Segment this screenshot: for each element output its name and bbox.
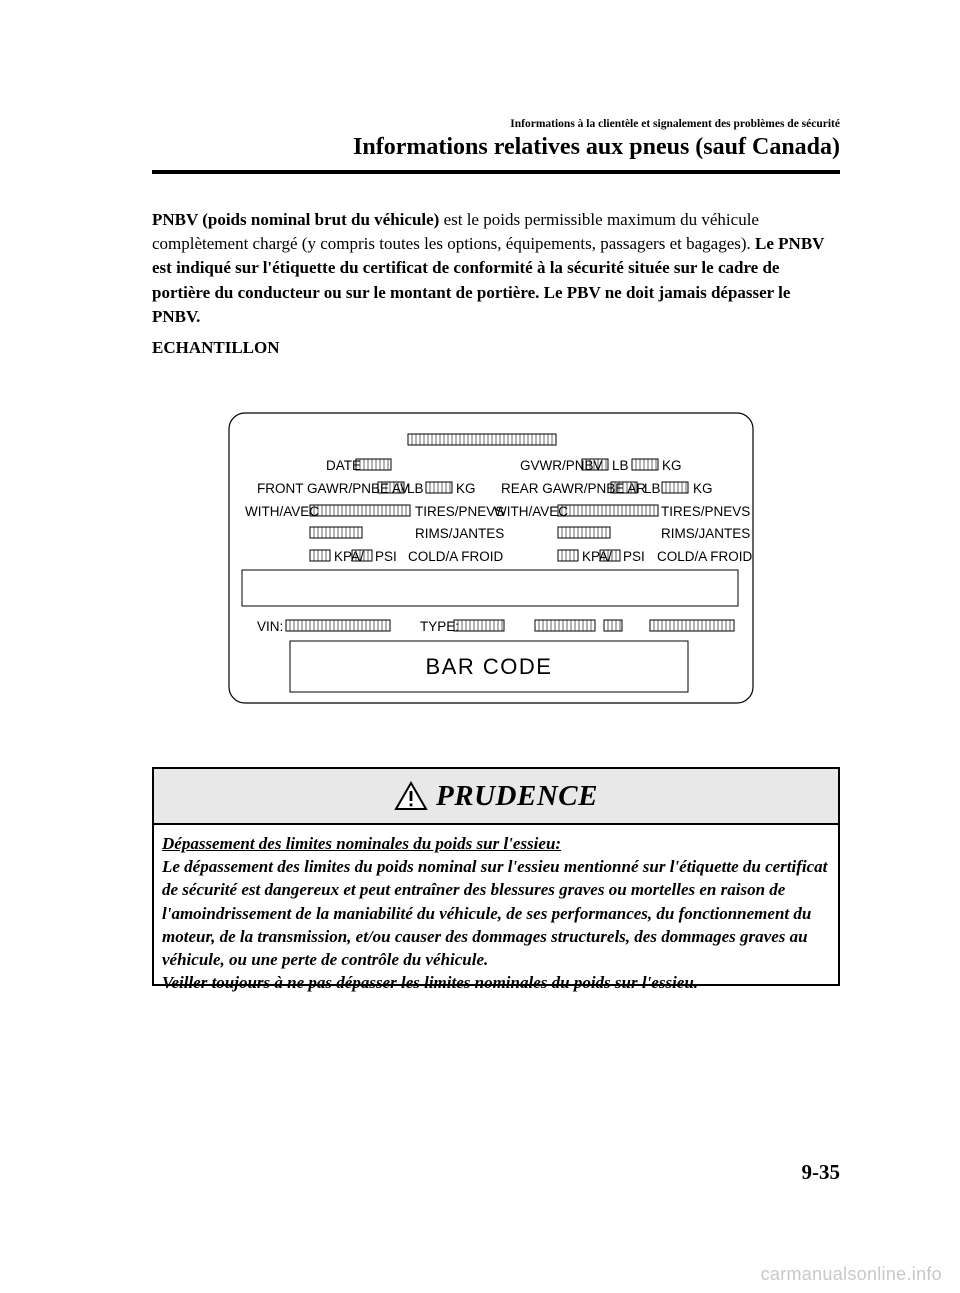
label-blank-panel bbox=[242, 570, 738, 606]
placeholder-box bbox=[604, 620, 622, 631]
sample-heading: ECHANTILLON bbox=[152, 338, 280, 357]
caution-body bbox=[154, 825, 838, 994]
intro-note: Le PNBV est indiqué sur l'étiquette du certificat de conformité à la sécurité située sur le cadre de portière du conducteur ou sur le montant de portière. Le PBV ne doit jamais dépasser le PNBV. bbox=[152, 234, 825, 326]
label-kpa-front: KPA/ bbox=[334, 549, 364, 564]
label-front-kg: KG bbox=[456, 481, 476, 496]
intro-term: PNBV (poids nominal brut du véhicule) bbox=[152, 210, 440, 229]
label-front-gawr: FRONT GAWR/PNBE AV bbox=[257, 481, 410, 496]
label-with-front: WITH/AVEC bbox=[245, 504, 319, 519]
page-number: 9-35 bbox=[801, 1160, 840, 1184]
label-rims-rear: RIMS/JANTES bbox=[661, 526, 751, 541]
watermark: carmanualsonline.info bbox=[760, 1264, 942, 1284]
placeholder-box bbox=[535, 620, 595, 631]
label-gvwr: GVWR/PNBV bbox=[520, 458, 603, 473]
label-cold-rear: COLD/A FROID bbox=[657, 549, 753, 564]
placeholder-box bbox=[408, 434, 556, 445]
placeholder-box bbox=[558, 550, 578, 561]
intro-paragraph bbox=[152, 208, 840, 329]
header-rule bbox=[152, 170, 840, 174]
label-rims-front: RIMS/JANTES bbox=[415, 526, 505, 541]
label-rear-lb: LB bbox=[644, 481, 661, 496]
placeholder-box bbox=[454, 620, 504, 631]
label-type: TYPE: bbox=[420, 619, 460, 634]
label-rear-kg: KG bbox=[693, 481, 713, 496]
label-gvwr-kg: KG bbox=[662, 458, 682, 473]
label-date: DATE bbox=[326, 458, 362, 473]
label-tires-front: TIRES/PNEVS bbox=[415, 504, 505, 519]
label-vin: VIN: bbox=[257, 619, 284, 634]
caution-heading: Dépassement des limites nominales du poids sur l'essieu: bbox=[162, 834, 562, 853]
label-gvwr-lb: LB bbox=[612, 458, 629, 473]
barcode-label: BAR CODE bbox=[425, 654, 553, 679]
warning-icon bbox=[394, 781, 428, 811]
label-tires-rear: TIRES/PNEVS bbox=[661, 504, 751, 519]
caution-header bbox=[154, 769, 838, 825]
placeholder-box bbox=[310, 505, 410, 516]
sample-label-graphic bbox=[228, 412, 754, 704]
caution-closing: Veiller toujours à ne pas dépasser les limites nominales du poids sur l'essieu. bbox=[162, 973, 699, 993]
caution-text: Le dépassement des limites du poids nominal sur l'essieu mentionné sur l'étiquette du certificat de sécurité est dangereux et peut entraîner des blessures graves ou mortelles en raison de l'amoindrissement de la maniabilité du véhicule, de ses performances, du fonctionnement du moteur, de la transmission, et/ou causer des dommages structurels, des dommages graves au véhicule, ou une perte de contrôle du véhicule. bbox=[162, 857, 828, 970]
label-rear-gawr: REAR GAWR/PNBE AR bbox=[501, 481, 647, 496]
intro-definition: est le poids permissible maximum du véhicule complètement chargé (y compris toutes les options, équipements, passagers et bagages). bbox=[152, 210, 759, 254]
label-psi-rear: PSI bbox=[623, 549, 645, 564]
label-kpa-rear: KPA/ bbox=[582, 549, 612, 564]
label-front-lb: LB bbox=[407, 481, 424, 496]
section-header: Informations à la clientèle et signalement des problèmes de sécurité bbox=[510, 118, 840, 130]
placeholder-box bbox=[310, 550, 330, 561]
caution-box bbox=[152, 767, 840, 993]
label-psi-front: PSI bbox=[375, 549, 397, 564]
sample-label bbox=[228, 412, 754, 704]
caution-title: PRUDENCE bbox=[436, 779, 598, 812]
label-with-rear: WITH/AVEC bbox=[494, 504, 568, 519]
label-cold-front: COLD/A FROID bbox=[408, 549, 504, 564]
placeholder-box bbox=[356, 459, 391, 470]
page-title: Informations relatives aux pneus (sauf Canada) bbox=[353, 134, 840, 160]
placeholder-box bbox=[558, 505, 658, 516]
placeholder-box bbox=[650, 620, 734, 631]
